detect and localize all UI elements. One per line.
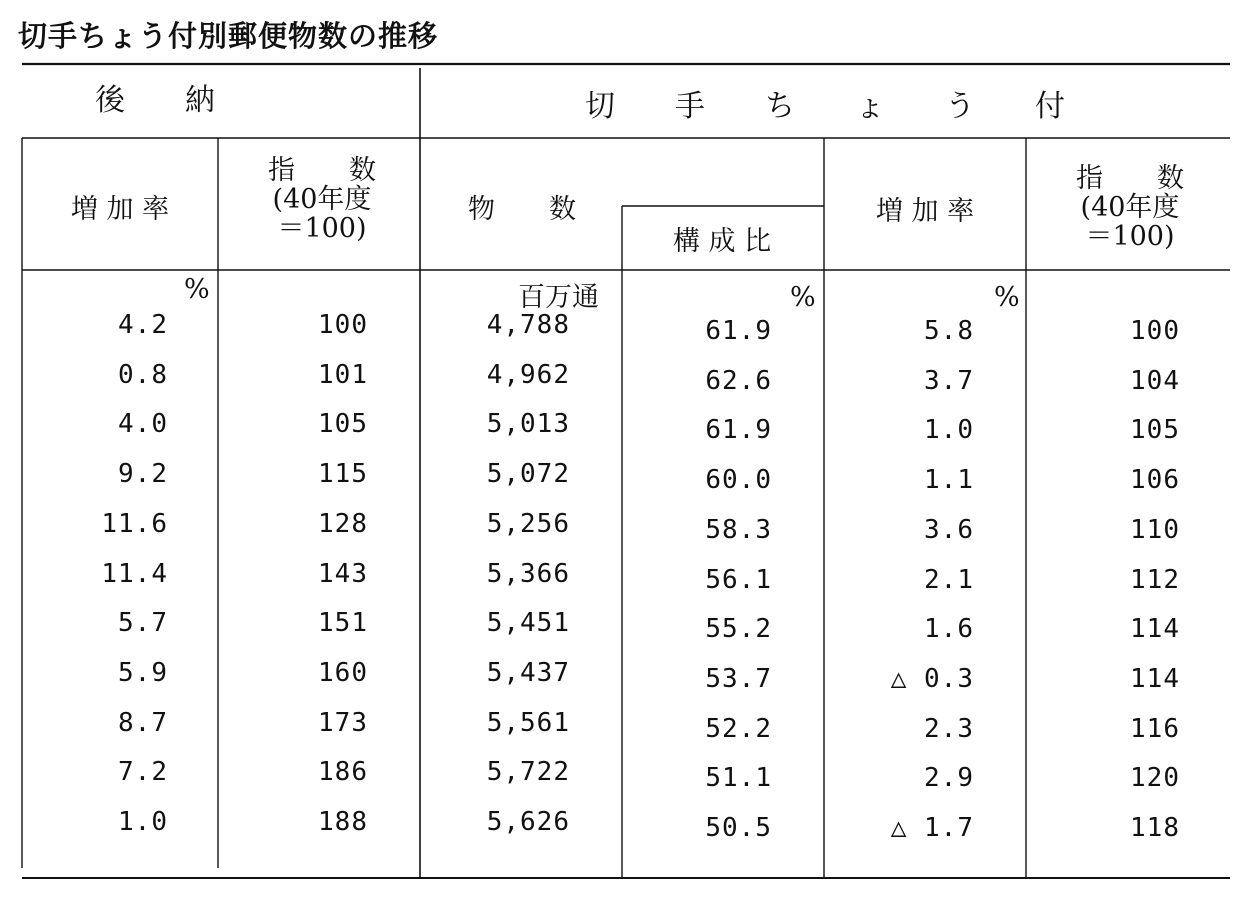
cell-stamped-share: 62.6 [705, 365, 772, 396]
cell-stamped-index: 114 [1130, 663, 1180, 694]
index-label-line1: 指 数 [1076, 163, 1184, 194]
cell-stamped-growth: 2.1 [924, 564, 974, 595]
cell-deferred-index: 160 [318, 657, 368, 688]
cell-stamped-share: 55.2 [705, 614, 772, 645]
cell-stamped-volume: 4,962 [486, 359, 570, 390]
index-label-line3: ＝100) [1085, 221, 1175, 253]
cell-stamped-growth: 5.8 [924, 316, 974, 346]
col-header-stamped-index [1076, 164, 1184, 251]
cell-stamped-growth: 1.1 [924, 465, 974, 496]
col-header-deferred-growth: 増 加 率 [70, 194, 170, 225]
cell-stamped-growth: △ 1.7 [890, 813, 974, 843]
cell-stamped-volume: 5,013 [486, 409, 570, 440]
cell-stamped-index: 116 [1130, 713, 1180, 744]
cell-deferred-growth: 1.0 [118, 807, 168, 837]
cell-deferred-growth: 0.8 [118, 359, 168, 390]
cell-stamped-share: 61.9 [705, 415, 772, 446]
col-header-stamped-volume: 物 数 [468, 194, 576, 225]
unit-million-pieces: 百万通 [518, 282, 599, 313]
cell-stamped-share: 52.2 [705, 713, 772, 744]
cell-stamped-volume: 5,437 [486, 657, 570, 688]
cell-deferred-index: 188 [318, 807, 368, 837]
col-header-deferred-index [268, 156, 376, 243]
cell-stamped-share: 56.1 [705, 564, 772, 595]
cell-stamped-growth: 1.0 [924, 415, 974, 446]
index-label-line2: (40年度 [1080, 192, 1180, 224]
cell-stamped-index: 106 [1130, 465, 1180, 496]
cell-deferred-growth: 4.2 [118, 310, 168, 340]
cell-stamped-volume: 5,626 [486, 807, 570, 837]
cell-stamped-growth: △ 0.3 [890, 663, 974, 694]
cell-stamped-index: 120 [1130, 763, 1180, 794]
unit-percent-share: % [790, 282, 816, 313]
cell-stamped-share: 50.5 [705, 813, 772, 843]
cell-deferred-index: 100 [318, 310, 368, 340]
cell-stamped-index: 118 [1130, 813, 1180, 843]
cell-stamped-volume: 4,788 [486, 310, 570, 340]
cell-deferred-index: 128 [318, 508, 368, 539]
cell-deferred-index: 151 [318, 608, 368, 639]
cell-deferred-index: 105 [318, 409, 368, 440]
index-label-line2: (40年度 [272, 184, 372, 216]
page-title: 切手ちょう付別郵便物数の推移 [18, 19, 439, 53]
index-label-line1: 指 数 [268, 155, 376, 186]
unit-percent-stamped-growth: % [994, 282, 1020, 313]
cell-deferred-index: 115 [318, 459, 368, 490]
cell-stamped-share: 53.7 [705, 663, 772, 694]
cell-stamped-volume: 5,451 [486, 608, 570, 639]
cell-stamped-share: 61.9 [705, 316, 772, 346]
cell-stamped-volume: 5,256 [486, 508, 570, 539]
cell-deferred-growth: 5.9 [118, 657, 168, 688]
cell-stamped-volume: 5,561 [486, 707, 570, 738]
cell-stamped-index: 104 [1130, 365, 1180, 396]
cell-stamped-index: 112 [1130, 564, 1180, 595]
cell-stamped-index: 105 [1130, 415, 1180, 446]
cell-stamped-growth: 2.9 [924, 763, 974, 794]
cell-deferred-index: 173 [318, 707, 368, 738]
cell-stamped-share: 60.0 [705, 465, 772, 496]
unit-percent-deferred-growth: % [184, 274, 210, 305]
cell-deferred-growth: 4.0 [118, 409, 168, 440]
group-header-stamped: 切 手 ち ょ う 付 [585, 89, 1065, 124]
cell-stamped-growth: 1.6 [924, 614, 974, 645]
group-header-deferred: 後 納 [95, 83, 215, 118]
cell-deferred-growth: 11.4 [101, 558, 168, 589]
cell-stamped-share: 58.3 [705, 514, 772, 545]
cell-stamped-growth: 3.6 [924, 514, 974, 545]
cell-deferred-growth: 7.2 [118, 757, 168, 788]
cell-stamped-share: 51.1 [705, 763, 772, 794]
col-header-stamped-growth: 増 加 率 [875, 196, 975, 227]
cell-stamped-volume: 5,722 [486, 757, 570, 788]
cell-deferred-growth: 8.7 [118, 707, 168, 738]
cell-deferred-growth: 9.2 [118, 459, 168, 490]
cell-stamped-index: 100 [1130, 316, 1180, 346]
cell-stamped-index: 110 [1130, 514, 1180, 545]
cell-stamped-growth: 2.3 [924, 713, 974, 744]
cell-stamped-volume: 5,072 [486, 459, 570, 490]
col-header-stamped-share: 構 成 比 [672, 226, 772, 257]
cell-stamped-index: 114 [1130, 614, 1180, 645]
cell-deferred-index: 186 [318, 757, 368, 788]
cell-deferred-growth: 5.7 [118, 608, 168, 639]
index-label-line3: ＝100) [277, 213, 367, 245]
cell-stamped-growth: 3.7 [924, 365, 974, 396]
cell-deferred-index: 143 [318, 558, 368, 589]
cell-deferred-growth: 11.6 [101, 508, 168, 539]
cell-deferred-index: 101 [318, 359, 368, 390]
cell-stamped-volume: 5,366 [486, 558, 570, 589]
